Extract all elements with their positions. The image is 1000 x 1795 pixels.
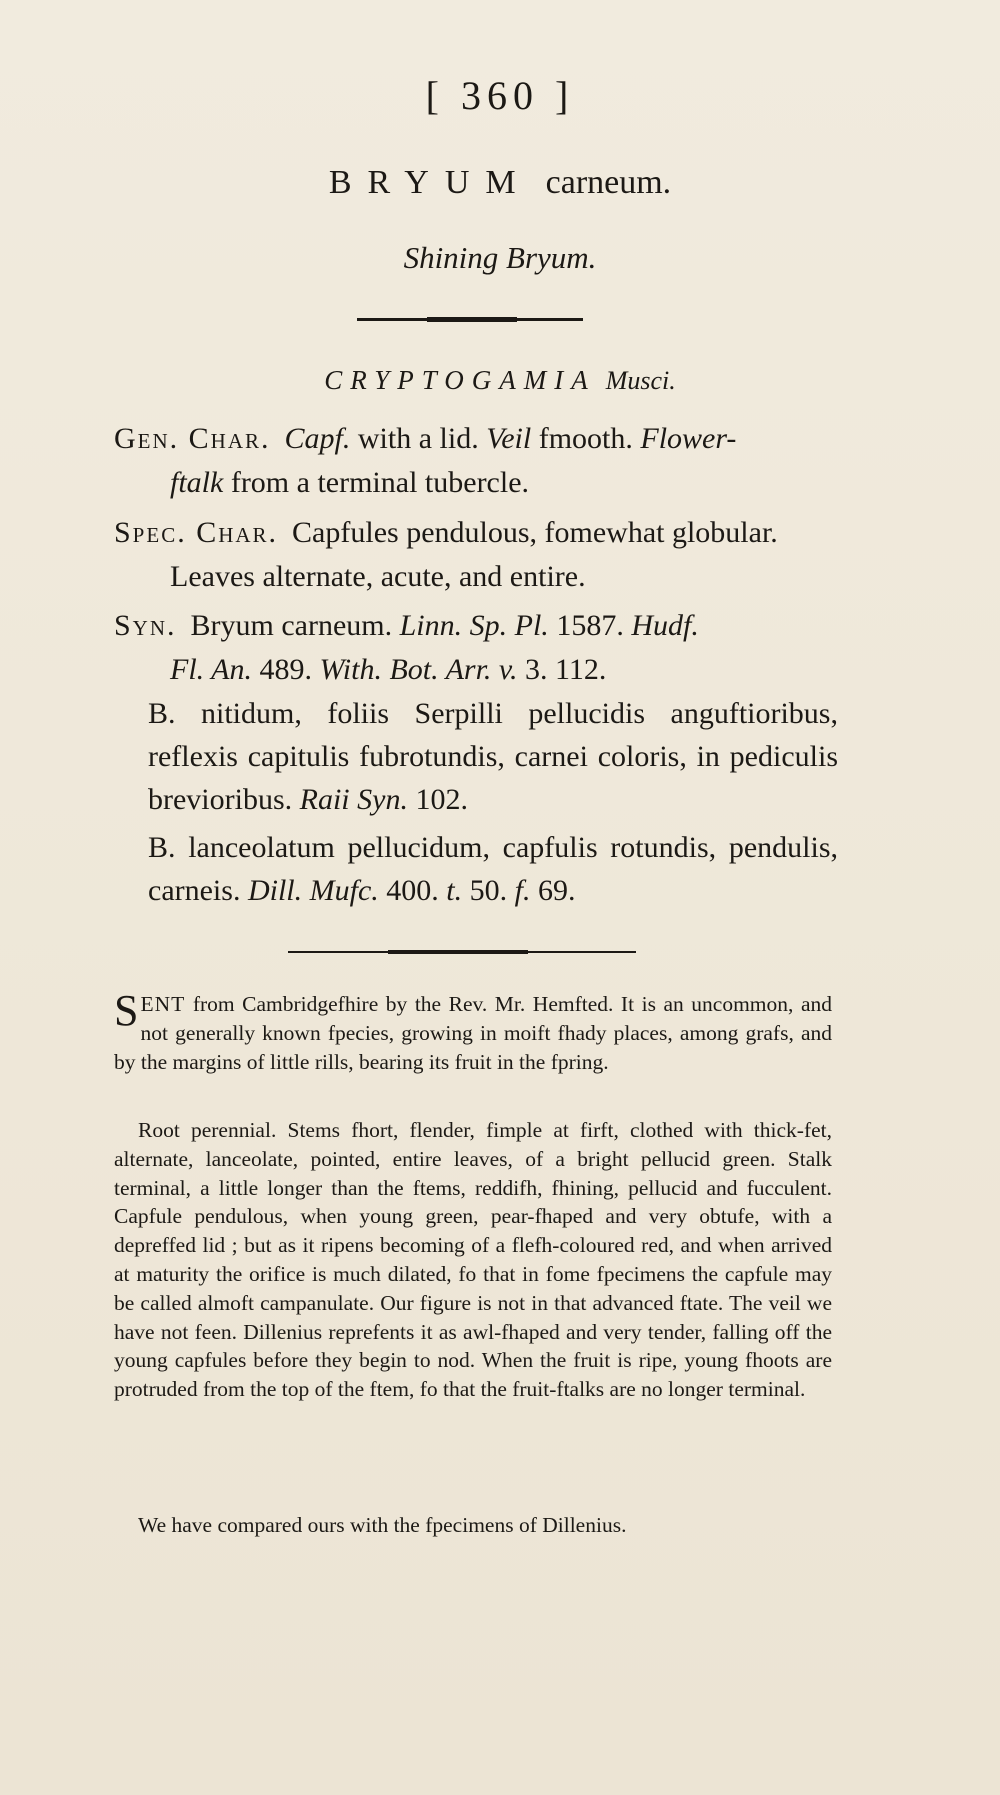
description-paragraph: We have compared ours with the fpecimens of Dillenius.: [138, 1513, 627, 1537]
gen-char-text: Veil: [486, 422, 532, 455]
synonym-citation: Dill. Mufc.: [247, 874, 379, 907]
divider-rule: [357, 318, 583, 321]
syn-citation: With. Bot. Arr. v.: [319, 653, 518, 686]
class-name: CRYPTOGAMIA: [324, 365, 596, 395]
synonym-text: B. lanceolatum pellucidum, capfulis rotundis, pendulis, carneis.: [148, 831, 838, 907]
species-name: carneum.: [545, 164, 672, 201]
specific-character: [114, 511, 834, 599]
syn-label: Syn.: [114, 609, 177, 642]
generic-character: [114, 417, 834, 505]
synonym-citation: Raii Syn.: [299, 783, 408, 816]
drop-cap: S: [114, 986, 139, 1035]
page-title: [0, 164, 1000, 202]
gen-char-text: Capf.: [284, 422, 351, 455]
gen-char-text: Flower-: [640, 422, 737, 455]
synonym-text: B. nitidum, foliis Serpilli pellucidis anguftioribus, reflexis capitulis fubrotundis, carnei coloris, in pediculis brevioribus.: [148, 697, 838, 816]
synonym-text: 69.: [530, 874, 576, 907]
syn-text: 3. 112.: [517, 653, 607, 686]
synonym-text: 102.: [407, 783, 468, 816]
synonym-citation: f.: [514, 874, 531, 907]
paragraph-text: from Cambridgefhire by the Rev. Mr. Hemfted. It is an uncommon, and not generally known fpecies, growing in moift fhady places, among grafs, and by the margins of little rills, bearing its fruit in the fpring.: [114, 992, 832, 1074]
divider-rule: [288, 951, 636, 953]
synonym-nitidum: [148, 692, 838, 821]
syn-text: 1587.: [548, 609, 632, 642]
syn-text: 489.: [251, 653, 320, 686]
genus-name: BRYUM: [328, 164, 532, 201]
syn-citation: Fl. An.: [170, 653, 252, 686]
synonym-text: 400.: [378, 874, 447, 907]
syn-citation: Linn. Sp. Pl.: [399, 609, 549, 642]
description-paragraph: [114, 986, 832, 1076]
classification-heading: [0, 365, 1000, 396]
synonymy: [114, 604, 834, 692]
description-paragraph: Root perennial. Stems fhort, flender, fimple at firft, clothed with thick-fet, alternate, lanceolate, pointed, entire leaves, of a bright pellucid green. Stalk terminal, a little longer than the ftems, reddifh, fhining, pellucid and fucculent. Capfule pendulous, when young green, pear-fhaped and very obtufe, with a depreffed lid ; but as it ripens becoming of a flefh-coloured red, and when arrived at maturity the orifice is much dilated, fo that in fome fpecimens the capfule may be called almoft campanulate. Our figure is not in that advanced ftate. The veil we have not feen. Dillenius reprefents it as awl-fhaped and very tender, falling off the young capfules before they begin to nod. When the fruit is ripe, young fhoots are protruded from the top of the ftem, fo that the fruit-ftalks are no longer terminal.: [114, 1118, 832, 1402]
gen-char-text: ftalk: [170, 466, 224, 499]
page-number: [ 360 ]: [425, 73, 575, 118]
synonym-text: 50.: [462, 874, 515, 907]
spec-char-text: Capfules pendulous, fomewhat globular.: [292, 516, 778, 549]
syn-text: Bryum carneum.: [190, 609, 400, 642]
spec-char-label: Spec. Char.: [114, 516, 279, 549]
syn-citation: Hudf.: [631, 609, 699, 642]
gen-char-label: Gen. Char.: [114, 422, 271, 455]
gen-char-text: fmooth.: [531, 422, 641, 455]
order-name: Musci.: [605, 366, 676, 395]
common-name: Shining Bryum.: [403, 240, 597, 275]
spec-char-text: Leaves alternate, acute, and entire.: [170, 560, 586, 593]
synonym-citation: t.: [446, 874, 463, 907]
gen-char-text: from a terminal tubercle.: [223, 466, 530, 499]
paragraph-text: ENT: [140, 992, 186, 1016]
synonym-lanceolatum: [148, 826, 838, 912]
gen-char-text: with a lid.: [350, 422, 487, 455]
